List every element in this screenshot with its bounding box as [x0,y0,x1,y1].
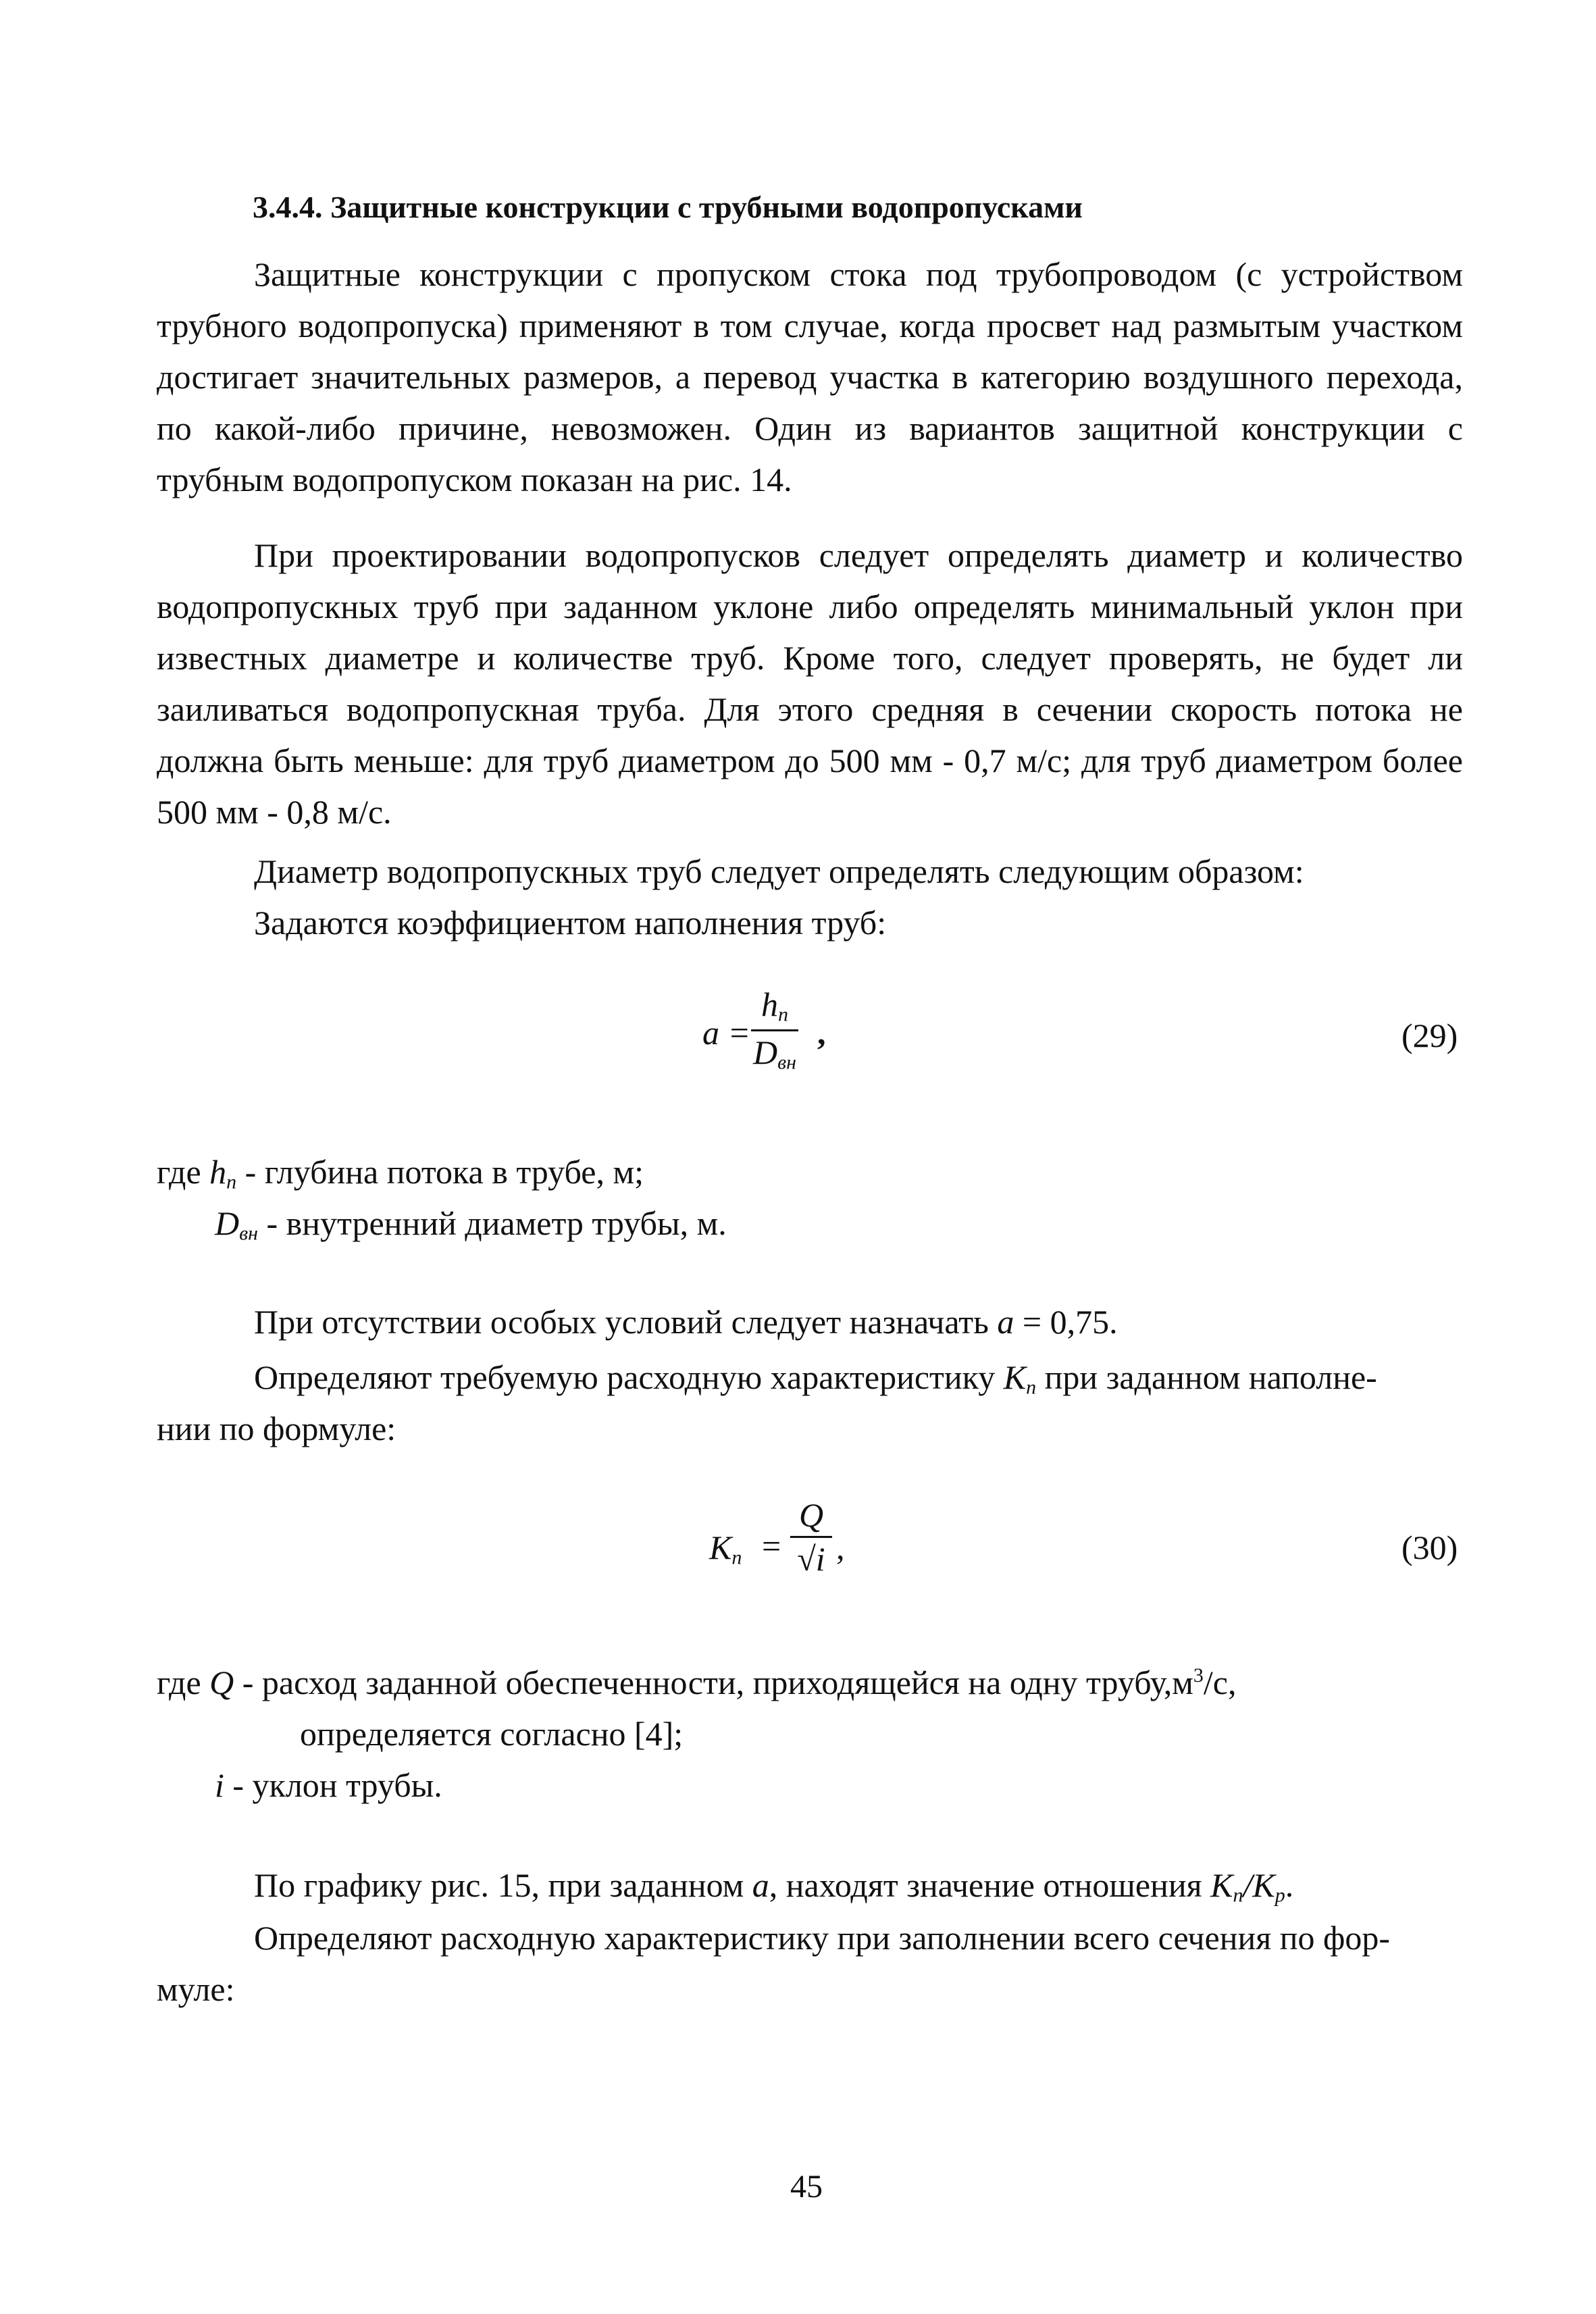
formula-30-fraction [790,1498,832,1576]
paragraph-full-section-line1: Определяют расходную характеристику при заполнении всего сечения по фор- [254,1919,1391,1957]
paragraph-kn-line1: Определяют требуемую расходную характеристику $K_п$ при заданном наполне- [254,1358,1377,1399]
paragraph-diameter: Диаметр водопропускных труб следует определять следующим образом: [254,852,1304,890]
paragraph-kn-line2: нии по формуле: [157,1410,396,1447]
section-heading: 3.4.4. Защитные конструкции с трубными водопропусками [253,190,1083,224]
equation-number-29: (29) [1401,1017,1458,1054]
paragraph-intro: Защитные конструкции с пропуском стока под трубопроводом (с устройством трубного водопропуска) применяют в том случае, когда просвет над размытым участком достигает значительных размеров, а перевод участка в категорию воздушного перехода, по какой-либо причине, невозможен. Один из вариантов защитной конструкции с трубным водопропуском показан на рис. 14. [157,255,1463,498]
where-q-line: где Q - расход заданной обеспеченности, приходящейся на одну $трубу,м^3/с$, [157,1664,1237,1701]
where-dvn-line: $D_{вн}$ - внутренний диаметр трубы, м. [215,1204,727,1245]
where-i-line: i - уклон трубы. [215,1766,442,1804]
fraction-bar [751,1029,798,1031]
fraction-bar [790,1536,832,1538]
formula-30-numerator: Q [798,1496,824,1534]
paragraph-full-section-line2: муле: [157,1970,235,2008]
formula-30-denominator: √i [797,1540,825,1578]
formula-29-comma: , [817,1014,826,1052]
formula-30-lhs: $K_п$ [709,1528,742,1569]
formula-29-lhs: a = [702,1014,751,1052]
paragraph-design: При проектировании водопропусков следует определять диаметр и количество водопропускных труб при заданном уклоне либо определять минимальный уклон при известных диаметре и количестве труб. Кроме того, следует проверять, не будет ли заиливаться водопропускная труба. Для этого средняя в сечении скорость потока не должна быть меньше: для труб диаметром до 500 мм - 0,7 м/с; для труб диаметром более 500 мм - 0,8 м/с. [157,536,1463,831]
paragraph-fill-coef: Задаются коэффициентом наполнения труб: [254,904,887,942]
formula-29-numerator: $h_п$ [761,985,788,1026]
where-q-source: определяется согласно [4]; [300,1715,684,1753]
paragraph-default-a: При отсутствии особых условий следует назначать a = 0,75. [254,1303,1118,1341]
page-number: 45 [790,2169,823,2205]
formula-30-comma: , [836,1528,845,1566]
formula-29-fraction [751,987,798,1073]
equation-number-30: (30) [1401,1528,1458,1566]
paragraph-graph: По графику рис. 15, при заданном a, находят значение отношения $K_п/K_р$. [254,1866,1294,1907]
where-hn-line: где $h_п$ - глубина потока в трубе, м; [157,1153,644,1193]
formula-29-denominator: $D_{вн}$ [752,1033,796,1073]
formula-30-equals: = [762,1527,781,1565]
